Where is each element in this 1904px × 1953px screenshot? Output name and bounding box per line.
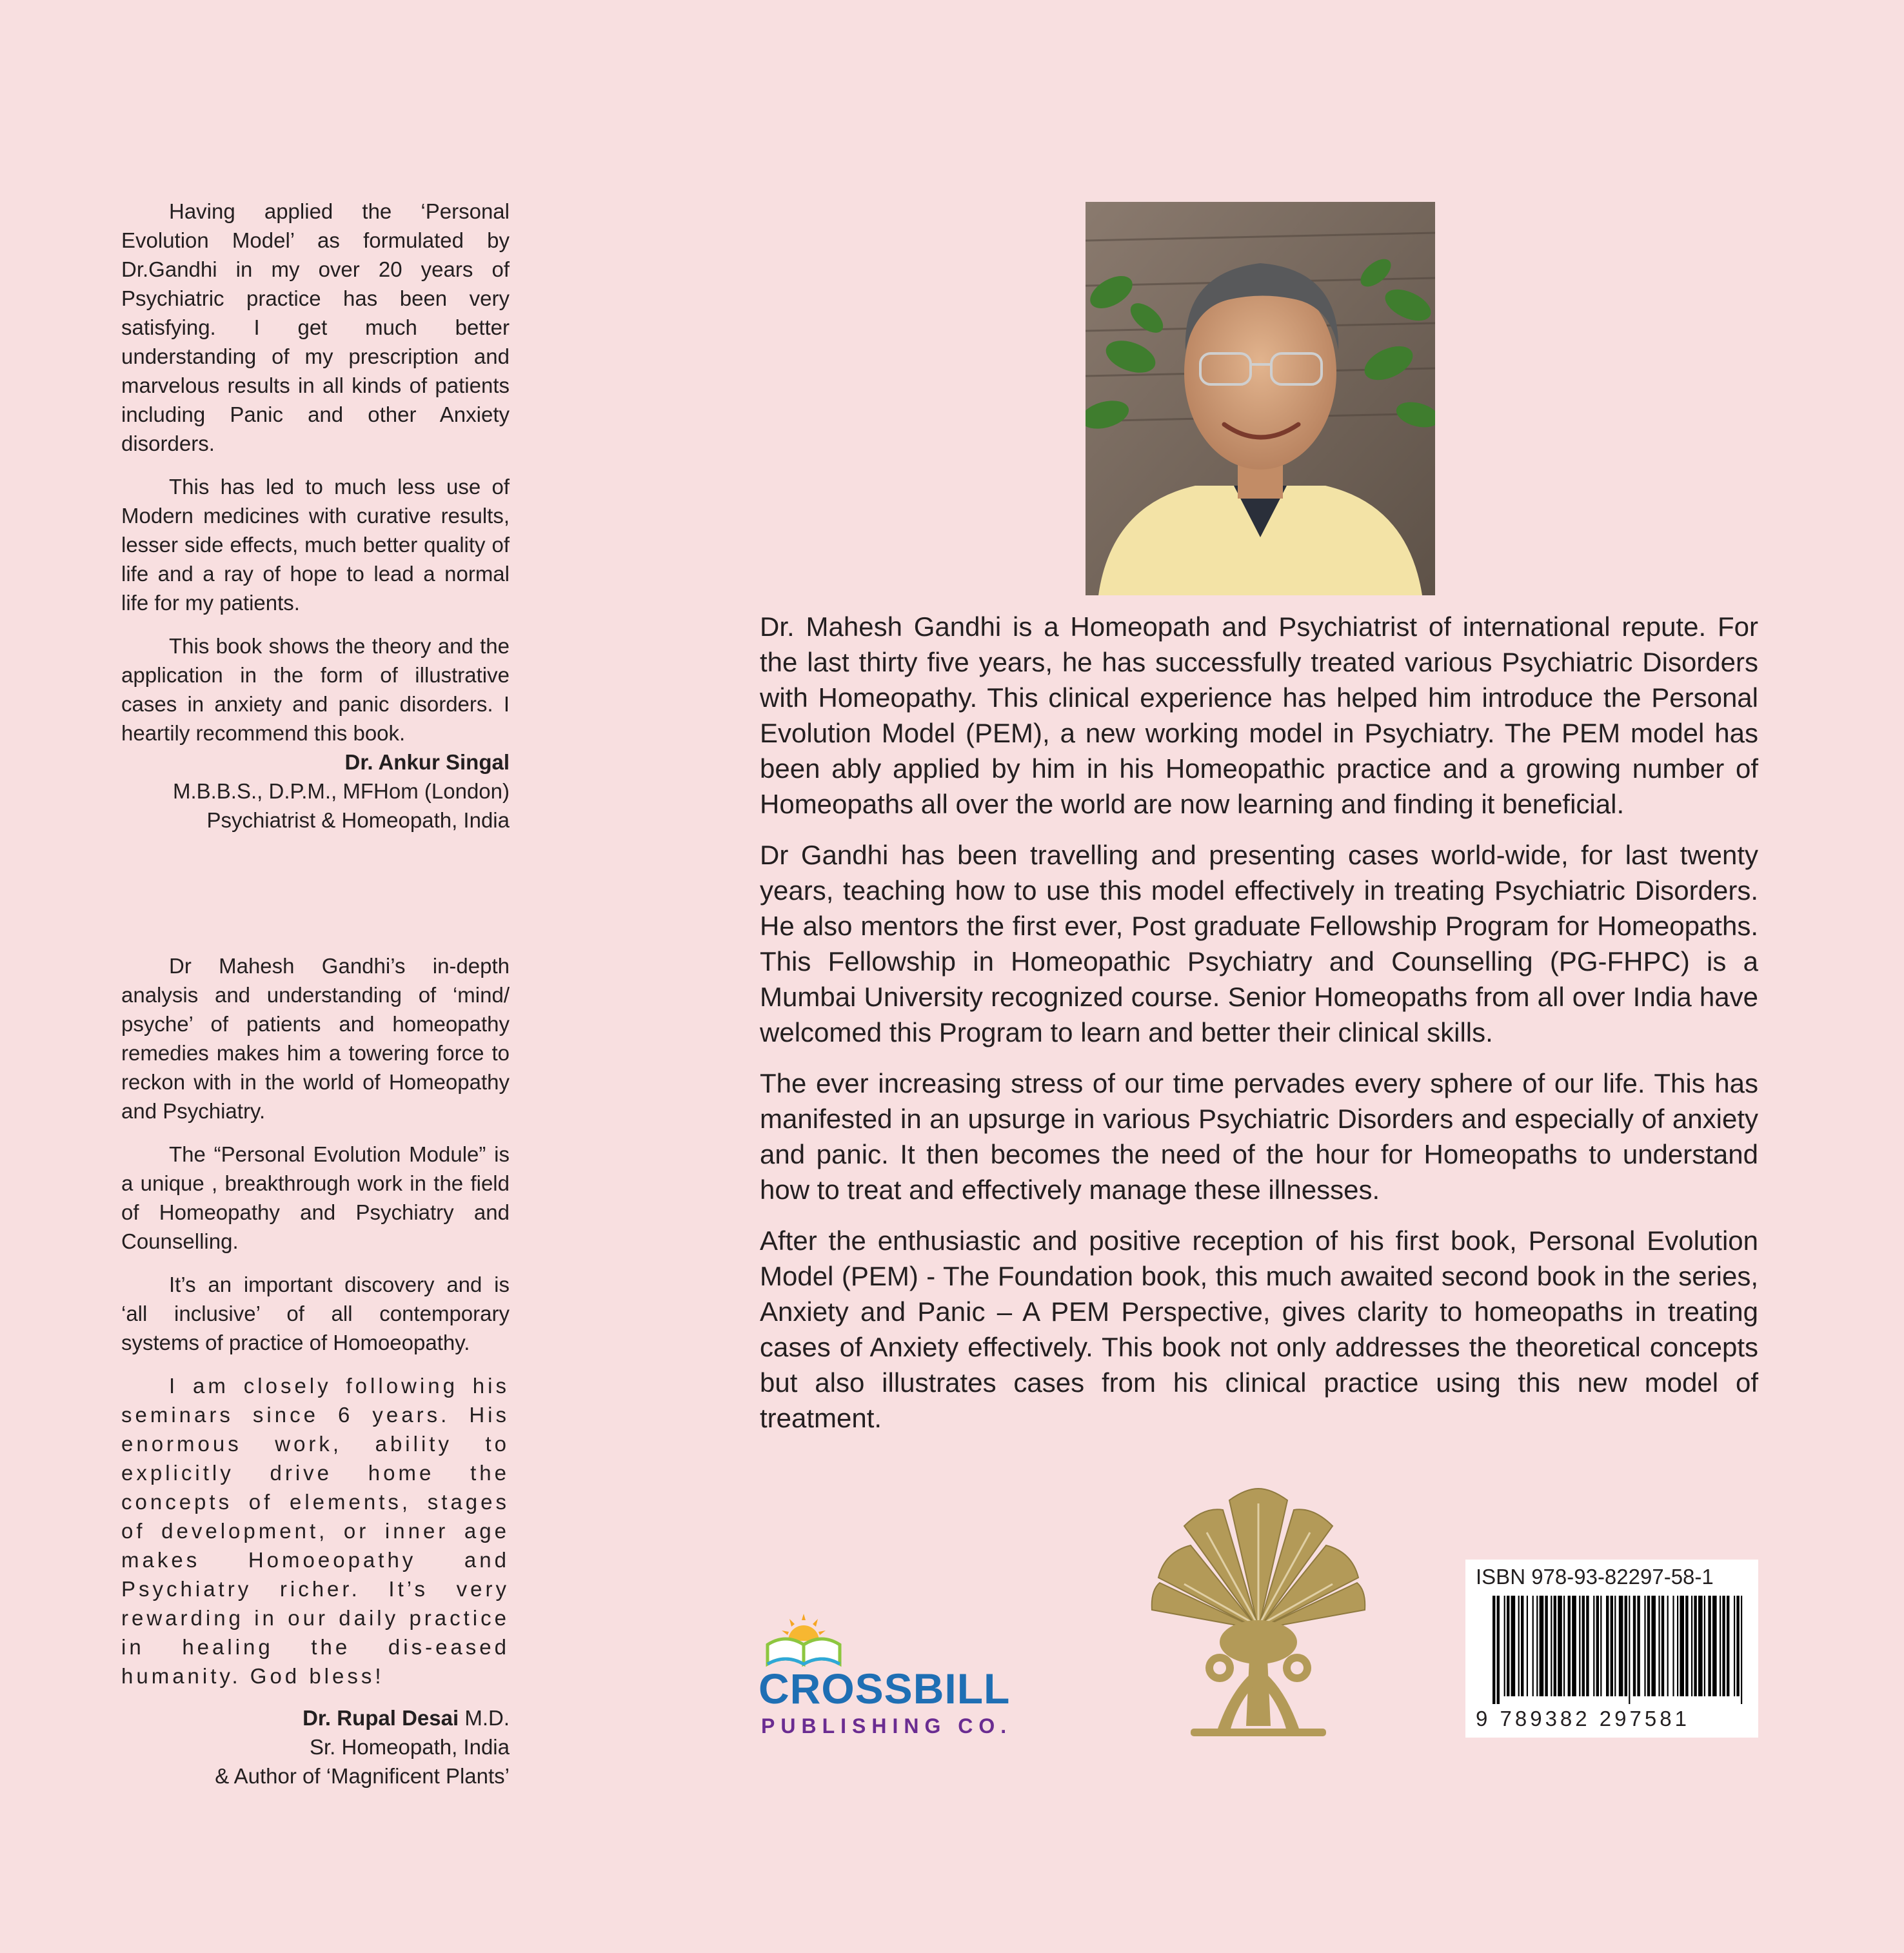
testimonial-paragraph: Dr Mahesh Gandhi’s in-depth analysis and understanding of ‘mind/ psyche’ of patients and homeopathy remedies makes him a towering force to reckon with in the world of Homeopathy and Psychiatry. <box>121 954 510 1123</box>
barcode-bar <box>1644 1596 1645 1696</box>
barcode-bar <box>1677 1596 1678 1696</box>
barcode-bar <box>1540 1596 1544 1696</box>
publisher-subtitle: PUBLISHING CO. <box>761 1714 1013 1738</box>
barcode-bar <box>1647 1596 1650 1696</box>
barcode-bar <box>1497 1596 1500 1704</box>
barcode-bar <box>1680 1596 1684 1696</box>
barcode-bar <box>1582 1596 1585 1696</box>
bio-paragraph: Dr Gandhi has been travelling and presenting cases world-wide, for last twenty years, teaching how to use this model effectively in treating Psychiatric Disorders. He also mentors the first ever, Post graduate Fellowship Program for Homeopaths. This Fellowship in Homeopathic Psychiatry and Counselling (PG-FHPC) is a Mumbai University recognized course. Senior Homeopaths from all over India have welcomed this Program to learn and better their clinical skills. <box>760 840 1758 1047</box>
bio-paragraph: After the enthusiastic and positive reception of his first book, Personal Evolution Model (PEM) - The Foundation book, this much awaited second book in the series, Anxiety and Panic – A PEM Perspective, gives clarity to homeopaths in treating cases of Anxiety effectively. This book not only addresses the theoretical concepts but also illustrates cases from his clinical practice using this new model of treatment. <box>760 1225 1758 1433</box>
signature-name: Dr. Rupal Desai M.D. <box>302 1706 510 1730</box>
isbn-digits: 9 789382 297581 <box>1476 1707 1690 1730</box>
barcode-bar <box>1625 1596 1627 1696</box>
testimonial-rupal-desai <box>121 951 510 1790</box>
barcode-bar <box>1672 1596 1674 1696</box>
barcode-bar <box>1600 1596 1602 1696</box>
barcode-bar <box>1611 1596 1613 1696</box>
testimonial-ankur-singal <box>121 197 510 835</box>
barcode-bar <box>1536 1596 1538 1696</box>
barcode-bar <box>1527 1596 1528 1696</box>
barcode-bar <box>1691 1596 1692 1696</box>
barcode-bar <box>1667 1596 1669 1696</box>
barcode-bar <box>1651 1596 1656 1696</box>
open-book-sunrise-icon <box>765 1605 842 1669</box>
barcode-bar <box>1722 1596 1725 1696</box>
barcode-bar <box>1568 1596 1571 1696</box>
barcode-bar <box>1563 1596 1565 1696</box>
barcode-bar <box>1504 1596 1505 1696</box>
signature-credentials: M.B.B.S., D.P.M., MFHom (London) <box>172 779 510 803</box>
signature-role: Psychiatrist & Homeopath, India <box>206 808 510 832</box>
barcode-bar <box>1532 1596 1534 1696</box>
golden-tree-emblem-icon <box>1139 1481 1378 1739</box>
barcode-bar <box>1579 1596 1580 1696</box>
barcode-bar <box>1633 1596 1636 1696</box>
testimonial-paragraph: It’s an important discovery and is ‘all inclusive’ of all contemporary systems of practice of Homoeopathy. <box>121 1273 510 1354</box>
barcode-bar <box>1708 1596 1711 1696</box>
barcode-bar <box>1572 1596 1576 1696</box>
barcode-bar <box>1558 1596 1562 1696</box>
barcode-bar <box>1492 1596 1495 1704</box>
barcode-bar <box>1551 1596 1552 1696</box>
bio-paragraph: Dr. Mahesh Gandhi is a Homeopath and Psychiatrist of international repute. For the last thirty five years, he has successfully treated various Psychiatric Disorders with Homeopathy. This clinical experience has helped him introduce the Personal Evolution Model (PEM), a new working model in Psychiatry. The PEM model has been ably applied by him in his Homeopathic practice and a growing number of Homeopaths all over the world are now learning and finding it beneficial. <box>760 611 1758 819</box>
barcode-bar <box>1727 1596 1729 1696</box>
barcode-bar <box>1629 1596 1630 1704</box>
barcode-bar <box>1694 1596 1696 1696</box>
isbn-label: ISBN 978-93-82297-58-1 <box>1476 1565 1714 1589</box>
bio-paragraph: The ever increasing stress of our time pervades every sphere of our life. This has manifested in an upsurge in various Psychiatric Disorders and especially of anxiety and panic. It then becomes the need of the hour for Homeopaths to understand how to treat and effectively manage these illnesses. <box>760 1068 1758 1205</box>
barcode-bar <box>1619 1596 1623 1696</box>
barcode-bar <box>1518 1596 1520 1696</box>
signature-title: Sr. Homeopath, India <box>309 1735 510 1759</box>
testimonial-paragraph: This has led to much less use of Modern medicines with curative results, lesser side effects, much better quality of life and a ray of hope to lead a normal life for my patients. <box>121 475 510 615</box>
testimonial-paragraph: Having applied the ‘Personal Evolution Model’ as formulated by Dr.Gandhi in my over 20 years of Psychiatric practice has been very satisfying. I get much better understanding of my prescription and marvelous results in all kinds of patients including Panic and other Anxiety disorders. <box>121 199 510 455</box>
barcode-bars <box>1492 1596 1745 1704</box>
testimonial-paragraph: This book shows the theory and the application in the form of illustrative cases in anxiety and panic disorders. I heartily recommend this book. <box>121 634 510 745</box>
testimonial-paragraph: I am closely following his seminars since 6 years. His enormous work, ability to explicitly drive home the concepts of elements, stages of development, or inner age makes Homoeopathy and Psychiatry richer. It’s very rewarding in our daily practice in healing the dis-eased humanity. God bless! <box>121 1374 510 1688</box>
signature-name: Dr. Ankur Singal <box>344 750 510 774</box>
barcode-bar <box>1614 1596 1616 1696</box>
barcode-bar <box>1637 1596 1640 1696</box>
barcode-bar <box>1704 1596 1705 1696</box>
barcode-bar <box>1712 1596 1717 1696</box>
barcode-bar <box>1720 1596 1721 1696</box>
author-bio <box>760 609 1758 1451</box>
barcode-bar <box>1736 1596 1739 1696</box>
barcode-bar <box>1658 1596 1660 1696</box>
barcode-bar <box>1606 1596 1609 1696</box>
barcode-bar <box>1661 1596 1664 1696</box>
publisher-name: CROSSBILL <box>759 1665 1011 1712</box>
isbn-barcode <box>1465 1560 1758 1738</box>
barcode-bar <box>1698 1596 1703 1696</box>
barcode-bar <box>1586 1596 1589 1696</box>
barcode-bar <box>1507 1596 1509 1696</box>
barcode-bar <box>1593 1596 1594 1696</box>
barcode-bar <box>1545 1596 1547 1696</box>
barcode-bar <box>1596 1596 1599 1696</box>
signature-author-note: & Author of ‘Magnificent Plants’ <box>215 1764 510 1788</box>
barcode-bar <box>1521 1596 1523 1696</box>
barcode-bar <box>1741 1596 1742 1704</box>
barcode-bar <box>1554 1596 1556 1696</box>
publisher-logo <box>759 1605 1036 1738</box>
barcode-bar <box>1685 1596 1688 1696</box>
testimonial-paragraph: The “Personal Evolution Module” is a unique , breakthrough work in the field of Homeopathy and Psychiatry and Counselling. <box>121 1142 510 1253</box>
author-photo <box>1086 202 1435 595</box>
barcode-bar <box>1734 1596 1735 1696</box>
barcode-bar <box>1511 1596 1516 1696</box>
